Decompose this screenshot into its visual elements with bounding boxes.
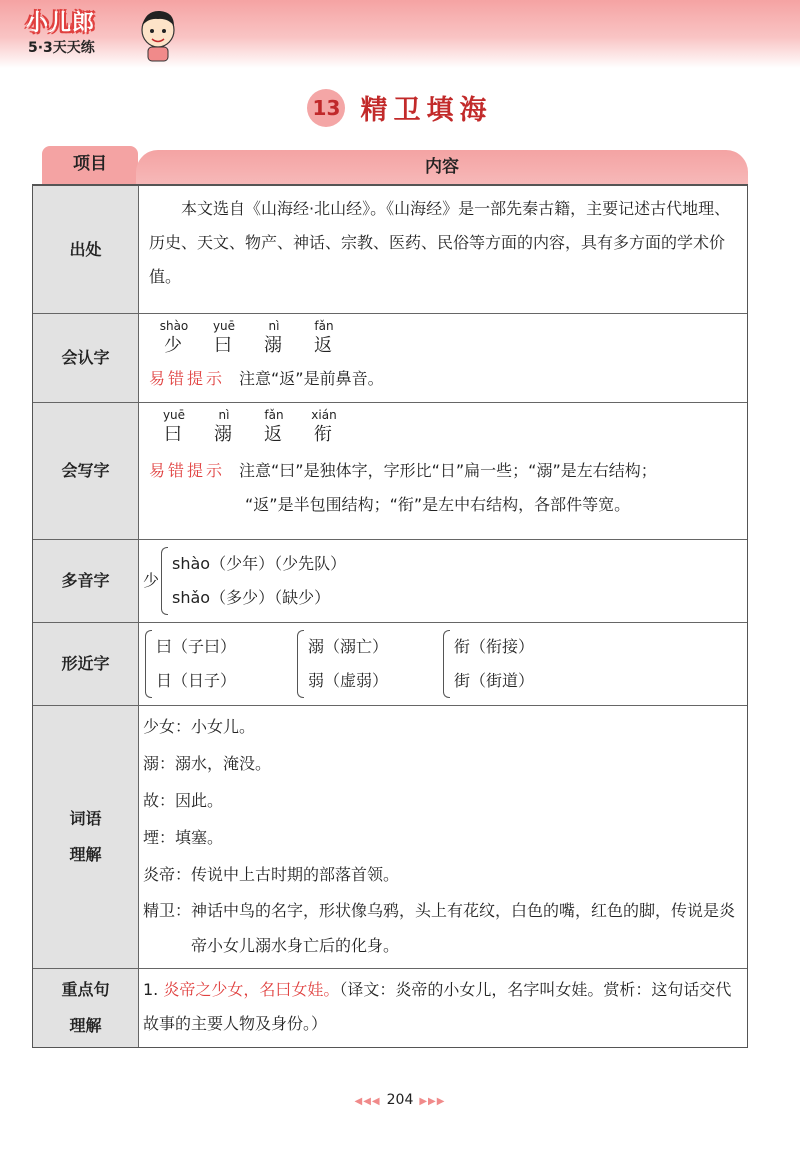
hanzi: 少 [164, 335, 184, 356]
sentence-number: 1. [143, 980, 159, 999]
lesson-name: 精卫填海 [360, 95, 493, 126]
word-item: 少女：小女儿。 [143, 717, 256, 736]
header-item: 项目 [42, 146, 138, 184]
hanzi: 曰 [214, 335, 234, 356]
row-similar [33, 623, 747, 706]
row-label: 多音字 [33, 540, 139, 622]
row-write [33, 403, 747, 540]
char-cell [149, 407, 199, 447]
pinyin: shào [159, 319, 189, 333]
char-cell [249, 407, 299, 447]
brace-lines [454, 630, 534, 698]
label-line-2: 理解 [69, 1016, 102, 1035]
tip-text: 注意“返”是前鼻音。 [239, 369, 384, 388]
hanzi: 溺 [214, 424, 234, 445]
brace-icon [161, 547, 168, 615]
brace-icon [297, 630, 304, 698]
row-label [33, 969, 139, 1047]
brace-lines [172, 547, 346, 615]
right-arrows-icon: ▶▶▶ [419, 1096, 446, 1107]
pinyin: yuē [162, 408, 186, 422]
similar-word: 曰（子曰） [156, 637, 237, 656]
reading-2: shǎo（多少）（缺少） [172, 588, 331, 607]
row-source [33, 186, 747, 314]
pinyin: nì [218, 408, 230, 422]
similar-word: 街（街道） [454, 671, 535, 690]
char-cell [299, 318, 349, 358]
pinyin: nì [268, 319, 280, 333]
pinyin: yuē [212, 319, 236, 333]
left-arrows-icon: ◀◀◀ [354, 1096, 381, 1107]
row-recognize [33, 314, 747, 403]
row-content [139, 540, 747, 622]
brace-lines [156, 630, 236, 698]
word-item: 精卫：神话中鸟的名字，形状像乌鸦，头上有花纹，白色的嘴，红色的脚，传说是炎帝小女儿溺水身亡后的化身。 [143, 901, 736, 955]
char-cell [249, 318, 299, 358]
row-words [33, 706, 747, 969]
polyphone-brace [161, 547, 346, 615]
hanzi: 溺 [264, 335, 284, 356]
char-cell [149, 318, 199, 358]
word-item: 故：因此。 [143, 791, 224, 810]
row-polyphone [33, 540, 747, 623]
similar-group [145, 630, 297, 698]
label-line-2: 理解 [69, 845, 102, 864]
similar-group [443, 630, 534, 698]
row-content [139, 314, 747, 402]
page-number-text: 204 [386, 1092, 414, 1108]
label-line-1: 词语 [69, 809, 102, 828]
row-content [139, 969, 747, 1047]
pinyin-row [149, 407, 737, 447]
table-body [32, 184, 748, 1048]
page-number [0, 1092, 800, 1108]
similar-word: 溺（溺亡） [308, 637, 389, 656]
similar-group [297, 630, 443, 698]
source-text: 本文选自《山海经·北山经》。《山海经》是一部先秦古籍，主要记述古代地理、历史、天文、物产、神话、宗教、医药、民俗等方面的内容，具有多方面的学术价值。 [149, 199, 731, 286]
hanzi: 衔 [314, 424, 334, 445]
lesson-title [0, 88, 800, 127]
similar-word: 衔（衔接） [454, 637, 535, 656]
mascot-boy-icon [136, 6, 180, 62]
logo-subtitle: 5·3天天练 [28, 40, 95, 56]
row-label: 形近字 [33, 623, 139, 705]
similar-word: 日（日子） [156, 671, 237, 690]
study-table [32, 144, 748, 1048]
row-label: 会认字 [33, 314, 139, 402]
row-content [139, 706, 747, 968]
header-content: 内容 [136, 150, 748, 184]
brace-icon [145, 630, 152, 698]
row-content [139, 403, 747, 539]
brand-logo [26, 4, 176, 64]
tip-line-2: “返”是半包围结构；“衔”是左中右结构，各部件等宽。 [245, 495, 631, 514]
pinyin: fǎn [314, 319, 334, 333]
hanzi: 返 [314, 335, 334, 356]
reading-1: shào（少年）（少先队） [172, 554, 347, 573]
tip-label: 易错提示 [149, 461, 226, 480]
lesson-number-badge: 13 [307, 89, 345, 127]
tip-line [149, 364, 737, 394]
row-label: 出处 [33, 186, 139, 313]
pinyin: xián [311, 408, 337, 422]
brace-lines [308, 630, 388, 698]
word-item: 堙：填塞。 [143, 828, 224, 847]
similar-word: 弱（虚弱） [308, 671, 389, 690]
row-content [139, 186, 747, 313]
row-label: 会写字 [33, 403, 139, 539]
word-item: 溺：溺水，淹没。 [143, 754, 272, 773]
hanzi: 曰 [164, 424, 184, 445]
sentence-explain: （译文：炎帝的小女儿，名字叫女娃。赏析：这句话交代故事的主要人物及身份。） [143, 980, 732, 1033]
tip-label: 易错提示 [149, 369, 226, 388]
tip-text-1: 注意“曰”是独体字，字形比“日”扁一些；“溺”是左右结构； [239, 461, 657, 480]
tip-line [149, 453, 737, 489]
pinyin: fǎn [264, 408, 284, 422]
key-sentence: 炎帝之少女，名曰女娃。 [163, 980, 340, 999]
hanzi: 返 [264, 424, 284, 445]
brace-icon [443, 630, 450, 698]
char-cell [199, 407, 249, 447]
table-header [32, 144, 748, 184]
pinyin-row [149, 318, 737, 358]
word-item: 炎帝：传说中上古时期的部落首领。 [143, 865, 400, 884]
row-key-sentence [33, 969, 747, 1047]
row-label [33, 706, 139, 968]
char-cell [199, 318, 249, 358]
polyphone-char: 少 [143, 571, 160, 590]
row-content [139, 623, 747, 705]
char-cell [299, 407, 349, 447]
logo-title: 小儿郎 [26, 11, 96, 36]
label-line-1: 重点句 [61, 980, 110, 999]
